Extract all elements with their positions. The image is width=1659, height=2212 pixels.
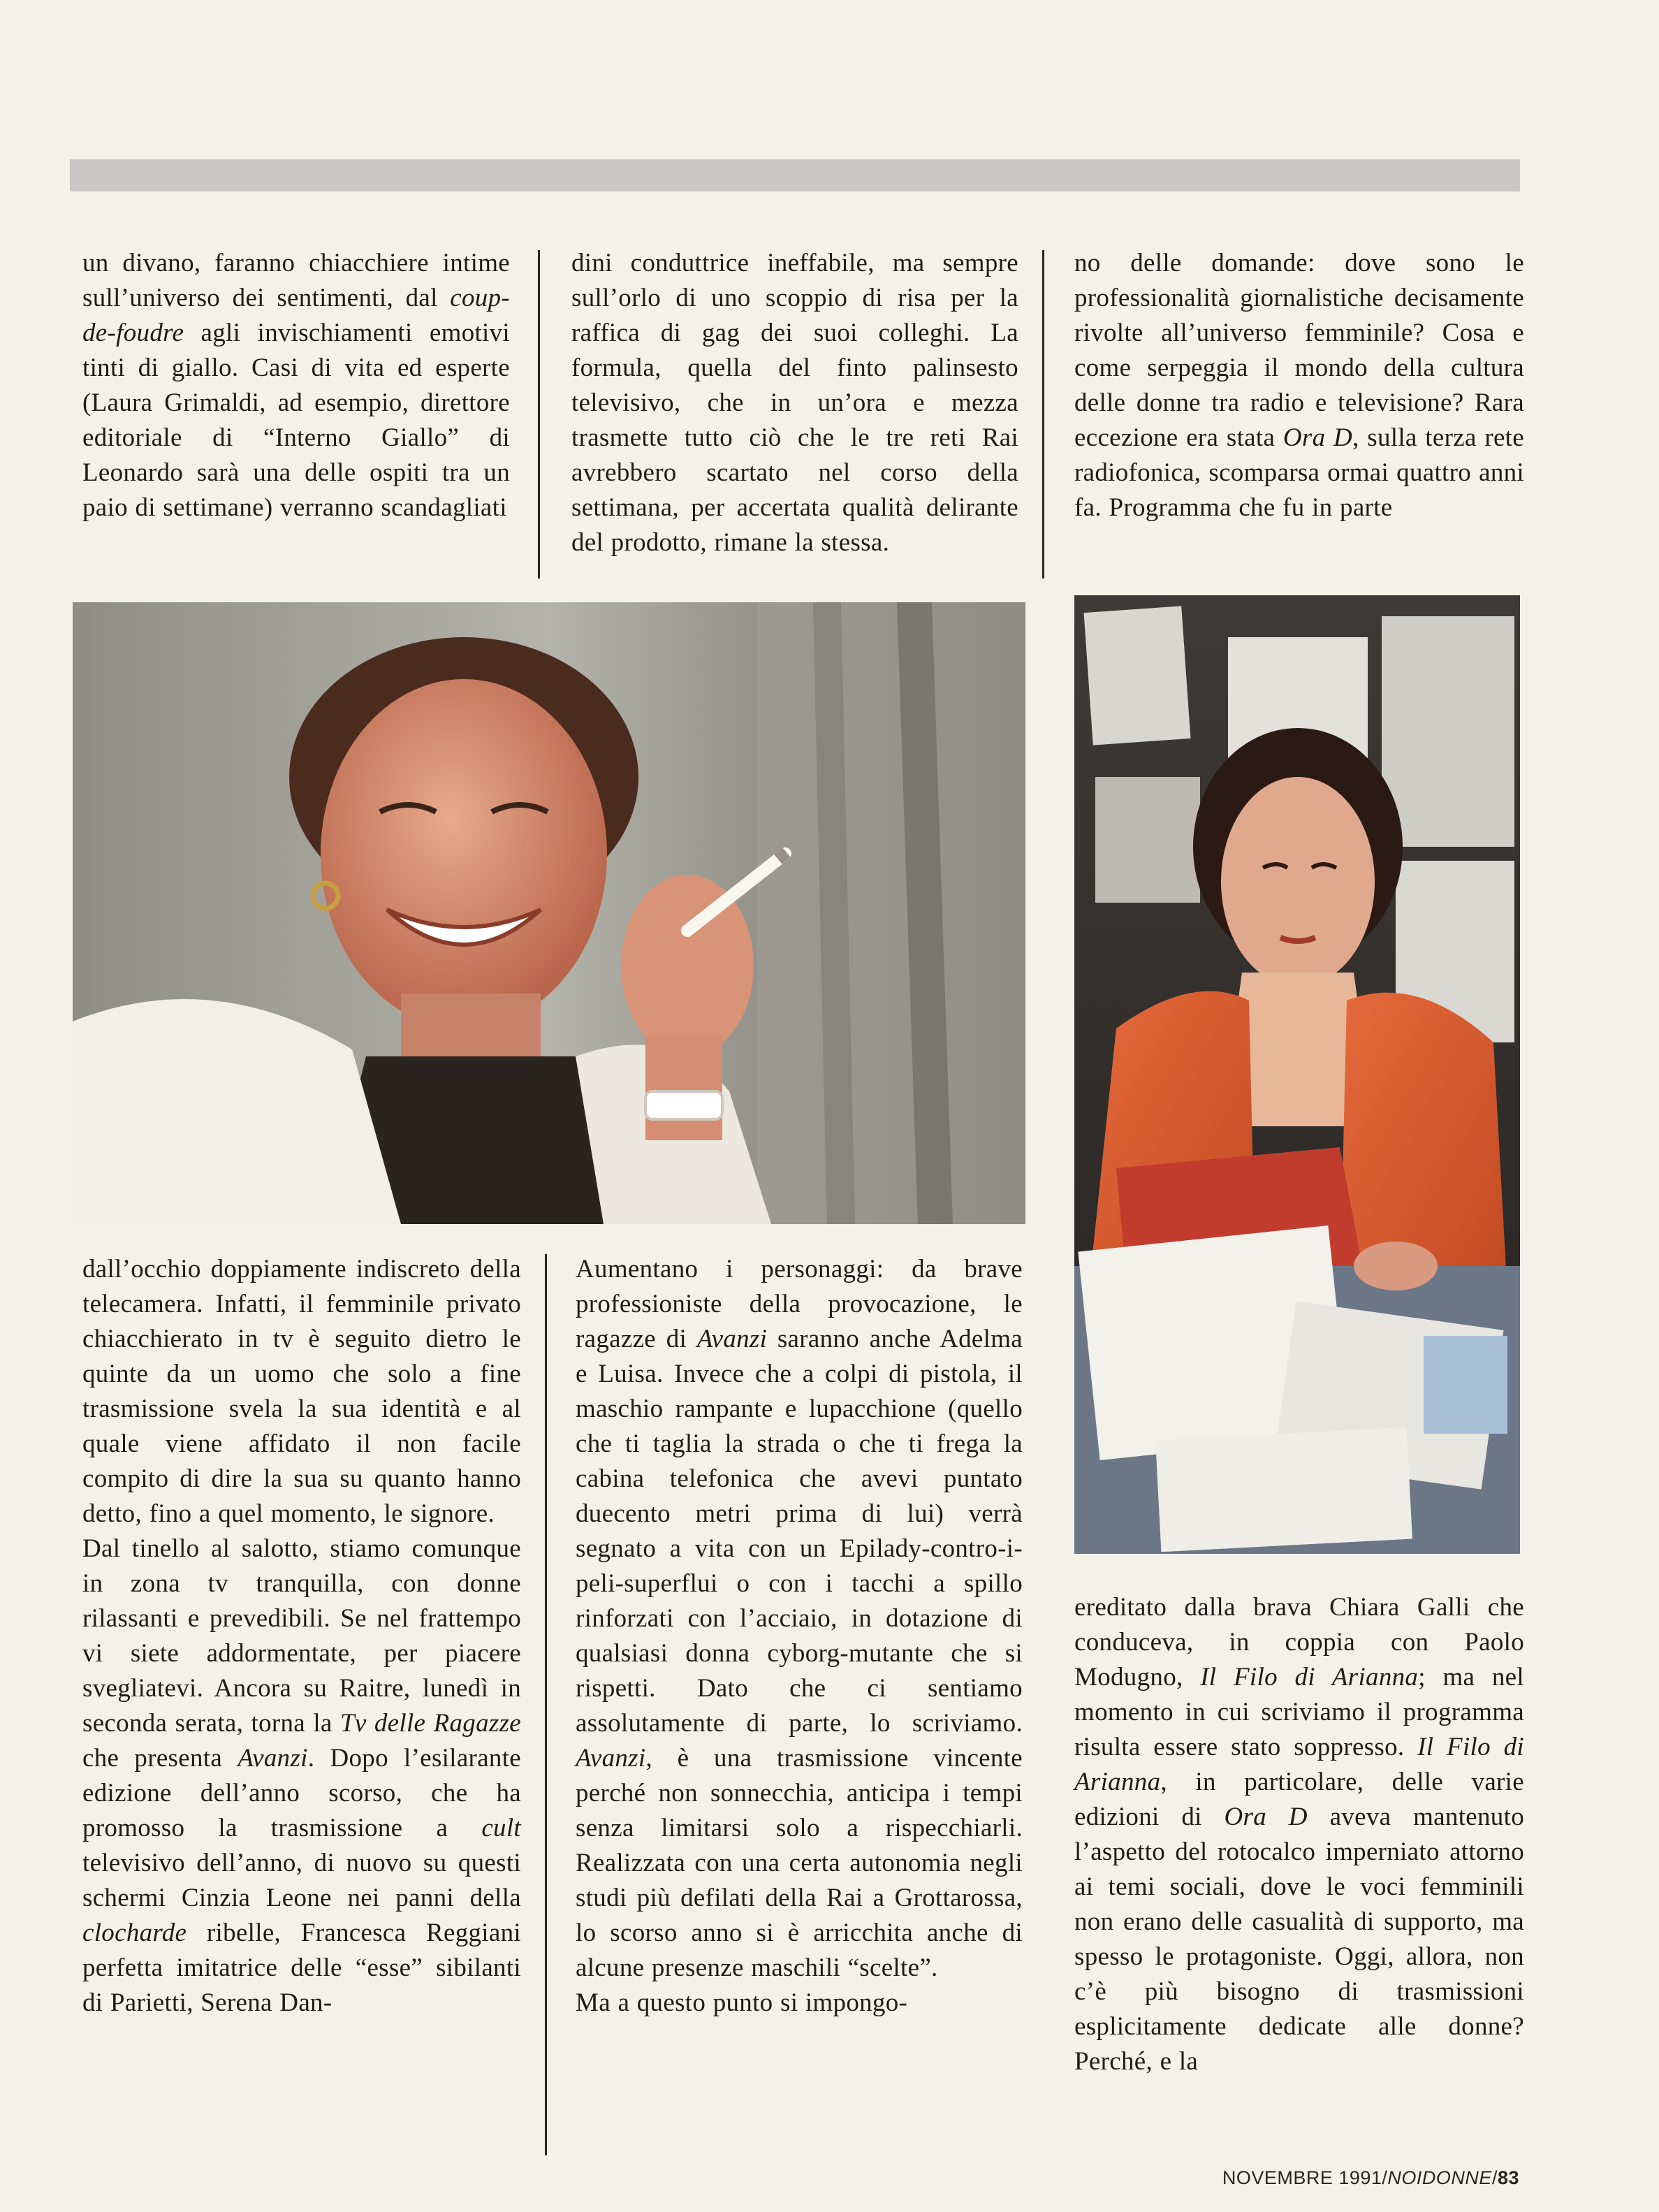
column-rule bbox=[545, 1254, 547, 2155]
column-2-top bbox=[571, 246, 1018, 560]
paragraph bbox=[576, 1252, 1023, 1986]
column-1-top bbox=[82, 246, 510, 525]
paragraph bbox=[82, 246, 510, 525]
page-number: 83 bbox=[1497, 2167, 1519, 2188]
text-run: . Dopo l’esilarante edizione dell’anno scorso, che ha promosso la trasmissione a bbox=[82, 1744, 521, 1842]
footer-separator: / bbox=[1491, 2167, 1498, 2188]
text-run: aveva mantenuto l’aspetto del rotocalco imperniato attorno ai temi sociali, dove le voci femminili non erano delle casualità di supporto, ma spesso le protagoniste. Oggi, allora, non c’è più bisogno di trasmissioni esplicitamente dedicate alle donne? Perché, e la bbox=[1074, 1803, 1524, 2076]
text-run: dall’occhio doppiamente indiscreto della telecamera. Infatti, il femminile privato chiacchierato in tv è seguito dietro le quinte da un uomo che solo a fine trasmissione svela la sua identità e al quale viene affidato il non facile compito di dire la sua su quanto hanno detto, fino a quel momento, le signore. bbox=[82, 1255, 521, 1528]
paragraph bbox=[82, 1252, 521, 1531]
italic-title: Ora D bbox=[1224, 1803, 1308, 1831]
paragraph bbox=[82, 1531, 521, 2021]
italic-title: Il Filo di Arianna bbox=[1200, 1663, 1419, 1691]
text-run: Aumentano i personaggi: da brave professioniste della provocazione, le ragazze di bbox=[576, 1255, 1023, 1353]
text-run: saranno anche Adelma e Luisa. Invece che a colpi di pistola, il maschio rampante e lupacchione (quello che ti taglia la strada o che ti frega la cabina telefonica che avevi puntato duecento metri prima di lui) verrà segnato a vita con un Epilady-contro-i-peli-superflui o con i tacchi a spillo rinforzati con l’acciaio, in dotazione di qualsiasi donna cyborg-mutante che si rispetti. Dato che ci sentiamo assolutamente di parte, lo scriviamo. bbox=[576, 1325, 1023, 1738]
italic-title: Avanzi bbox=[576, 1744, 646, 1773]
photo-woman-smiling-image bbox=[73, 602, 1025, 1224]
column-3-bottom bbox=[1074, 1590, 1524, 2079]
text-run: ereditato dalla brava Chiara Galli che conduceva, in coppia con Paolo Modugno, bbox=[1074, 1593, 1524, 1691]
photo-woman-smiling-cigarette bbox=[73, 602, 1025, 1224]
italic-title: Avanzi bbox=[237, 1744, 308, 1773]
text-run: , è una trasmissione vincente perché non sonnecchia, anticipa i tempi senza limitarsi solo a rispecchiarli. Realizzata con una certa autonomia negli studi più defilati della Rai a Grottarossa, lo scorso anno si è arricchita anche di alcune presenze maschili “scelte”. bbox=[576, 1744, 1023, 1982]
text-run: agli invischiamenti emotivi tinti di giallo. Casi di vita ed esperte (Laura Grimaldi, ad esempio, direttore editoriale di “Interno Giallo” di Leonardo sarà una delle ospiti tra un paio di settimane) verranno scandagliati bbox=[82, 319, 510, 522]
paragraph bbox=[1074, 1590, 1524, 2079]
text-run: un divano, faranno chiacchiere intime sull’universo dei sentimenti, dal bbox=[82, 249, 510, 312]
text-run: no delle domande: dove sono le professionalità giornalistiche decisamente rivolte all’universo femminile? Cosa e come serpeggia il mondo della cultura delle donne tra radio e televisione? Rara eccezione era stata bbox=[1074, 249, 1524, 452]
text-run: dini conduttrice ineffabile, ma sempre sull’orlo di uno scoppio di risa per la raffica di gag dei suoi colleghi. La formula, quella del finto palinsesto televisivo, che in un’ora e mezza trasmette tutto ciò che le tre reti Rai avrebbero scartato nel corso della settimana, per accertata qualità delirante del prodotto, rimane la stessa. bbox=[571, 249, 1018, 557]
photo-woman-orange-jacket bbox=[1074, 595, 1520, 1554]
header-gray-bar bbox=[70, 159, 1520, 191]
text-run: , in particolare, delle varie edizioni di bbox=[1074, 1768, 1524, 1831]
photo-woman-desk-image bbox=[1074, 595, 1520, 1554]
column-1-bottom bbox=[82, 1252, 521, 2021]
text-run: ; ma nel momento in cui scriviamo il programma risulta essere stato soppresso. bbox=[1074, 1663, 1524, 1761]
paragraph bbox=[571, 246, 1018, 560]
column-3-top bbox=[1074, 246, 1524, 525]
paragraph bbox=[1074, 246, 1524, 525]
column-rule bbox=[1042, 250, 1044, 579]
column-rule bbox=[538, 250, 540, 579]
text-run: ribelle, Francesca Reggiani perfetta imitatrice delle “esse” sibilanti di Parietti, Serena Dan- bbox=[82, 1919, 521, 2017]
italic-title: Ora D bbox=[1282, 423, 1353, 452]
text-run: Dal tinello al salotto, stiamo comunque in zona tv tranquilla, con donne rilassanti e prevedibili. Se nel frattempo vi siete addormentate, per piacere svegliatevi. Ancora su Raitre, lunedì in seconda serata, torna la bbox=[82, 1534, 521, 1738]
footer-date: NOVEMBRE 1991/ bbox=[1222, 2167, 1388, 2188]
italic-title: coup-de-foudre bbox=[82, 284, 510, 347]
italic-title: clocharde bbox=[82, 1919, 187, 1947]
italic-title: cult bbox=[481, 1814, 521, 1842]
italic-title: Avanzi bbox=[696, 1325, 768, 1353]
text-run: che presenta bbox=[82, 1744, 238, 1773]
italic-title: Tv delle Ragazze bbox=[339, 1709, 521, 1738]
footer-publication: NOIDONNE bbox=[1387, 2167, 1492, 2188]
paragraph bbox=[576, 1986, 1023, 2021]
page-footer bbox=[1222, 2167, 1519, 2189]
column-2-bottom bbox=[576, 1252, 1023, 2021]
italic-title: Il Filo di Arianna bbox=[1074, 1733, 1524, 1796]
text-run: televisivo dell’anno, di nuovo su questi schermi Cinzia Leone nei panni della bbox=[82, 1849, 521, 1912]
text-run: , sulla terza rete radiofonica, scomparsa ormai quattro anni fa. Programma che fu in parte bbox=[1074, 423, 1524, 522]
text-run: Ma a questo punto si impongo- bbox=[576, 1988, 908, 2017]
